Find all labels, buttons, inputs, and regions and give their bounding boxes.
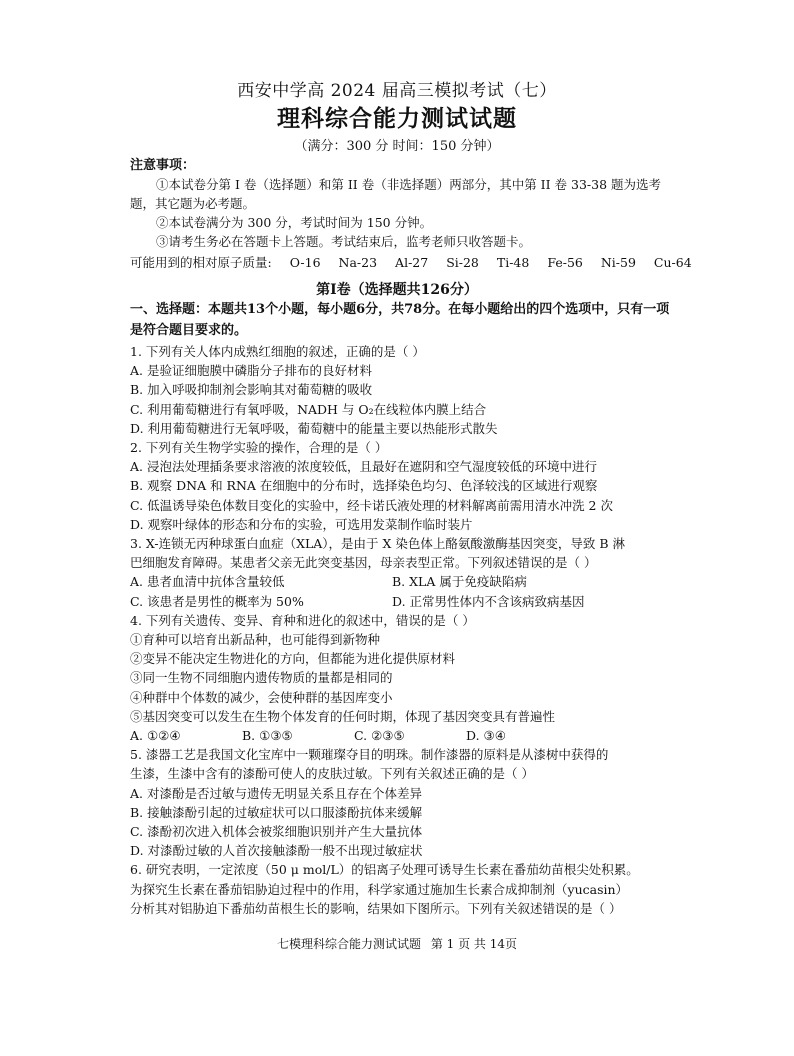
atomic-mass: O-16 <box>289 255 321 270</box>
question-statement: ③同一生物不同细胞内遗传物质的量都是相同的 <box>130 670 393 686</box>
question-option: B. 加入呼吸抑制剂会影响其对葡萄糖的吸收 <box>130 382 373 398</box>
atomic-mass: Cu-64 <box>653 255 692 270</box>
notice-item: ③请考生务必在答题卡上答题。考试结束后，监考老师只收答题卡。 <box>156 234 532 249</box>
question-statement: ②变异不能决定生物进化的方向，但都能为进化提供原材料 <box>130 651 456 667</box>
question-statement: ①育种可以培育出新品种，也可能得到新物种 <box>130 632 381 648</box>
option-row <box>130 572 675 591</box>
atomic-mass: Ni-59 <box>600 255 636 270</box>
atomic-mass: Ti-48 <box>496 255 530 270</box>
question-stem-line: 3. X-连锁无丙种球蛋白血症（XLA），是由于 X 染色体上酪氨酸激酶基因突变，导致 B 淋 <box>130 536 626 552</box>
atomic-mass: Al-27 <box>395 255 429 270</box>
question-option: C. 漆酚初次进入机体会被浆细胞识别并产生大量抗体 <box>130 824 423 840</box>
question-statement: ④种群中个体数的减少，会使种群的基因库变小 <box>130 689 393 705</box>
question-statement: ⑤基因突变可以发生在生物个体发育的任何时期，体现了基因突变具有普遍性 <box>130 708 556 724</box>
question-stem: 2. 下列有关生物学实验的操作，合理的是（ ） <box>130 440 388 456</box>
question-option: C. 利用葡萄糖进行有氧呼吸，NADH 与 O₂在线粒体内膜上结合 <box>130 401 487 417</box>
question-option: D. 对漆酚过敏的人首次接触漆酚一般不出现过敏症状 <box>130 843 423 859</box>
question-stem-line: 5. 漆器工艺是我国文化宝库中一颗璀璨夺目的明珠。制作漆器的原料是从漆树中获得的 <box>130 747 609 763</box>
question-option: D. 利用葡萄糖进行无氧呼吸，葡萄糖中的能量主要以热能形式散失 <box>130 420 498 436</box>
question-option: A. ①②④ <box>130 728 181 744</box>
question-option: A. 是验证细胞膜中磷脂分子排布的良好材料 <box>130 363 372 379</box>
exam-title: 西安中学高 2024 届高三模拟考试（七） <box>237 81 557 101</box>
question-stem-line: 分析其对铝胁迫下番茄幼苗根生长的影响，结果如下图所示。下列有关叙述错误的是（ ） <box>130 900 622 916</box>
page-footer <box>0 935 794 952</box>
question-stem-line: 巴细胞发育障碍。某患者父亲无此突变基因，母亲表型正常。下列叙述错误的是（ ） <box>130 555 597 571</box>
question-stem-line: 为探究生长素在番茄铝胁迫过程中的作用，科学家通过施加生长素合成抑制剂（yucasin） <box>130 881 629 897</box>
notice-item: ②本试卷满分为 300 分，考试时间为 150 分钟。 <box>156 215 433 230</box>
section-heading: 第Ⅰ卷（选择题共126分） <box>316 282 478 298</box>
atomic-masses <box>130 253 706 271</box>
question-option: D. 观察叶绿体的形态和分布的实验，可选用发菜制作临时装片 <box>130 516 473 532</box>
question-option: A. 对漆酚是否过敏与遗传无明显关系且存在个体差异 <box>130 785 422 801</box>
question-option: D. 正常男性体内不含该病致病基因 <box>392 593 585 609</box>
questions <box>130 342 675 918</box>
question-option: A. 浸泡法处理插条要求溶液的浓度较低，且最好在遮阴和空气湿度较低的环境中进行 <box>130 459 597 475</box>
question-stem-line: 生漆，生漆中含有的漆酚可使人的皮肤过敏。下列有关叙述正确的是（ ） <box>130 766 534 782</box>
atomic-masses-label: 可能用到的相对原子质量: <box>130 255 272 270</box>
question-stem-line: 6. 研究表明，一定浓度（50 μ mol/L）的铝离子处理可诱导生长素在番茄幼苗根尖处积累。 <box>130 862 639 878</box>
question-option: C. 该患者是男性的概率为 50% <box>130 593 304 609</box>
notice-heading: 注意事项： <box>130 158 196 173</box>
section-intro: 一、选择题：本题共13个小题，每小题6分，共78分。在每小题给出的四个选项中，只有一项是符合题目要求的。 <box>130 302 670 338</box>
subject-title: 理科综合能力测试试题 <box>277 105 517 132</box>
question-stem: 1. 下列有关人体内成熟红细胞的叙述，正确的是（ ） <box>130 344 425 359</box>
option-row <box>130 726 675 745</box>
atomic-mass: Si-28 <box>446 255 479 270</box>
question-stem: 4. 下列有关遗传、变异、育种和进化的叙述中，错误的是（ ） <box>130 612 475 628</box>
option-row <box>130 592 675 611</box>
question-option: C. 低温诱导染色体数目变化的实验中，经卡诺氏液处理的材料解离前需用清水冲洗 2 次 <box>130 497 613 513</box>
notice-list <box>130 175 670 251</box>
question-option: B. XLA 属于免疫缺陷病 <box>392 574 527 590</box>
exam-meta: （满分：300 分 时间：150 分钟） <box>294 139 500 154</box>
question-option: B. ①③⑤ <box>242 728 293 744</box>
atomic-mass: Fe-56 <box>547 255 583 270</box>
question-option: B. 观察 DNA 和 RNA 在细胞中的分布时，选择染色均匀、色泽较浅的区域进行观察 <box>130 478 598 494</box>
question-option: C. ②③⑤ <box>354 728 405 744</box>
footer-title: 七模理科综合能力测试试题 <box>276 937 421 951</box>
notice-item: ①本试卷分第 I 卷（选择题）和第 II 卷（非选择题）两部分，其中第 II 卷 33-38 题为选考题，其它题为必考题。 <box>130 177 662 211</box>
question-option: B. 接触漆酚引起的过敏症状可以口服漆酚抗体来缓解 <box>130 804 423 820</box>
question-option: A. 患者血清中抗体含量较低 <box>130 574 285 590</box>
atomic-mass: Na-23 <box>338 255 378 270</box>
page-number: 第 1 页 共 14页 <box>430 937 517 951</box>
question-option: D. ③④ <box>466 728 506 744</box>
